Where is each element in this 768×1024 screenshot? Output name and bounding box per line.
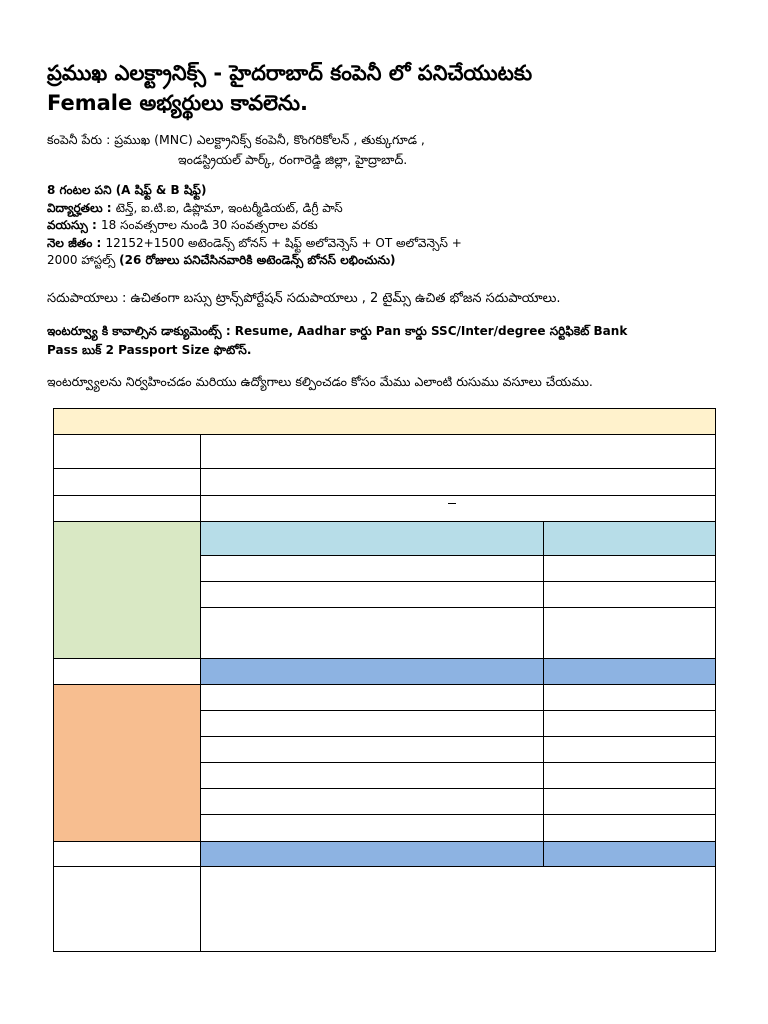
documents-line-2: Pass బుక్ 2 Passport Size ఫొటోస్. [47, 343, 252, 357]
job-details [47, 182, 759, 270]
table-blue-cell [200, 658, 544, 685]
table-cell [543, 814, 716, 842]
table-light-blue-cell [200, 521, 544, 556]
no-fee-notice: ఇంటర్వ్యూలను నిర్వహించడం మరియు ఉద్యోగాలు కల్పించడం కోసం మేము ఎలాంటి రుసుము వసూలు చేయము. [47, 374, 593, 389]
salary-info-line-2 [47, 252, 759, 270]
table-cell [200, 814, 544, 842]
age-label: వయస్సు : [47, 218, 102, 232]
table-cell [53, 468, 201, 496]
facilities-text: సదుపాయాలు : ఉచితంగా బస్సు ట్రాన్స్‌పోర్టేషన్ సదుపాయాలు , 2 టైమ్స్ ఉచిత భోజన సదుపాయాలు. [47, 291, 561, 306]
table-cell [200, 866, 716, 952]
table-cell [200, 762, 544, 789]
company-line-2: ఇండస్ట్రియల్ పార్క్, రంగారెడ్డి జిల్లా, హైద్రాబాద్. [178, 152, 408, 167]
table-cell [53, 841, 201, 867]
salary-info [47, 235, 759, 253]
table-cell [200, 684, 544, 711]
salary-label: నెల జీతం : [47, 235, 106, 250]
company-info [47, 130, 759, 170]
table-cell [200, 736, 544, 763]
table-orange-cell [53, 684, 201, 842]
table-cell [543, 736, 716, 763]
table-light-blue-cell [543, 521, 716, 556]
title-line-2: Female అభ్యర్థులు కావలెను. [47, 91, 309, 115]
table-cell [543, 684, 716, 711]
table-cell [200, 434, 716, 469]
documents-line-1: ఇంటర్వ్యూ కి కావాల్సిన డాక్యుమెంట్స్ : Resume, Aadhar కార్డు Pan కార్డు SSC/Inter/degree సర్టిఫికెట్ Bank [47, 324, 628, 338]
salary-value: 12152+1500 అటెండెన్స్ బోనస్ + షిఫ్ట్ అలోవెన్సెస్ + OT అలోవెన్సెస్ + [105, 235, 462, 250]
table-cell [200, 607, 544, 659]
table-blue-cell [200, 841, 544, 867]
table-cell [200, 555, 544, 582]
table-cell [53, 434, 201, 469]
age-info [47, 217, 759, 235]
table-cell [53, 866, 201, 952]
company-line-1: కంపెనీ పేరు : ప్రముఖ (MNC) ఎలక్ట్రానిక్స్ కంపెనీ, కొంగరికోలన్ , తుక్కుగూడ , [47, 132, 425, 147]
table-cell [53, 495, 201, 522]
shift-info: 8 గంటల పని (A షిఫ్ట్ & B షిఫ్ట్) [47, 183, 207, 197]
qualification-info [47, 200, 759, 218]
table-cell [543, 762, 716, 789]
table-cell [543, 788, 716, 815]
hostel-amount: 2000 హాస్టల్స్ [47, 253, 120, 267]
table-cell [200, 468, 716, 496]
attendance-bonus-note: (26 రోజులు పనిచేసినవారికి అటెండెన్స్ బోనస్ లభించును) [119, 253, 396, 267]
table-cell [200, 495, 716, 522]
table-cell [53, 658, 201, 685]
table-blue-cell [543, 841, 716, 867]
table-cell [200, 788, 544, 815]
table-cell [543, 607, 716, 659]
table-cell [543, 710, 716, 737]
table-cell [543, 581, 716, 608]
title-line-1: ప్రముఖ ఎలక్ట్రానిక్స్ - హైదరాబాద్ కంపెనీ లో పనిచేయుటకు [47, 61, 533, 85]
qualification-label: విద్యార్హతలు : [47, 200, 116, 215]
required-documents [47, 322, 768, 360]
table-cell [200, 581, 544, 608]
table-header-row [53, 408, 716, 435]
table-cell [543, 555, 716, 582]
table-cell [200, 710, 544, 737]
table-green-cell [53, 521, 201, 659]
table-blue-cell [543, 658, 716, 685]
age-value: 18 సంవత్సరాల నుండి 30 సంవత్సరాల వరకు [101, 218, 318, 232]
job-title [47, 58, 759, 118]
qualification-value: టెన్త్, ఐ.టి.ఐ, డిప్లొమా, ఇంటర్మీడియట్, డిగ్రీ పాస్ [115, 200, 343, 215]
